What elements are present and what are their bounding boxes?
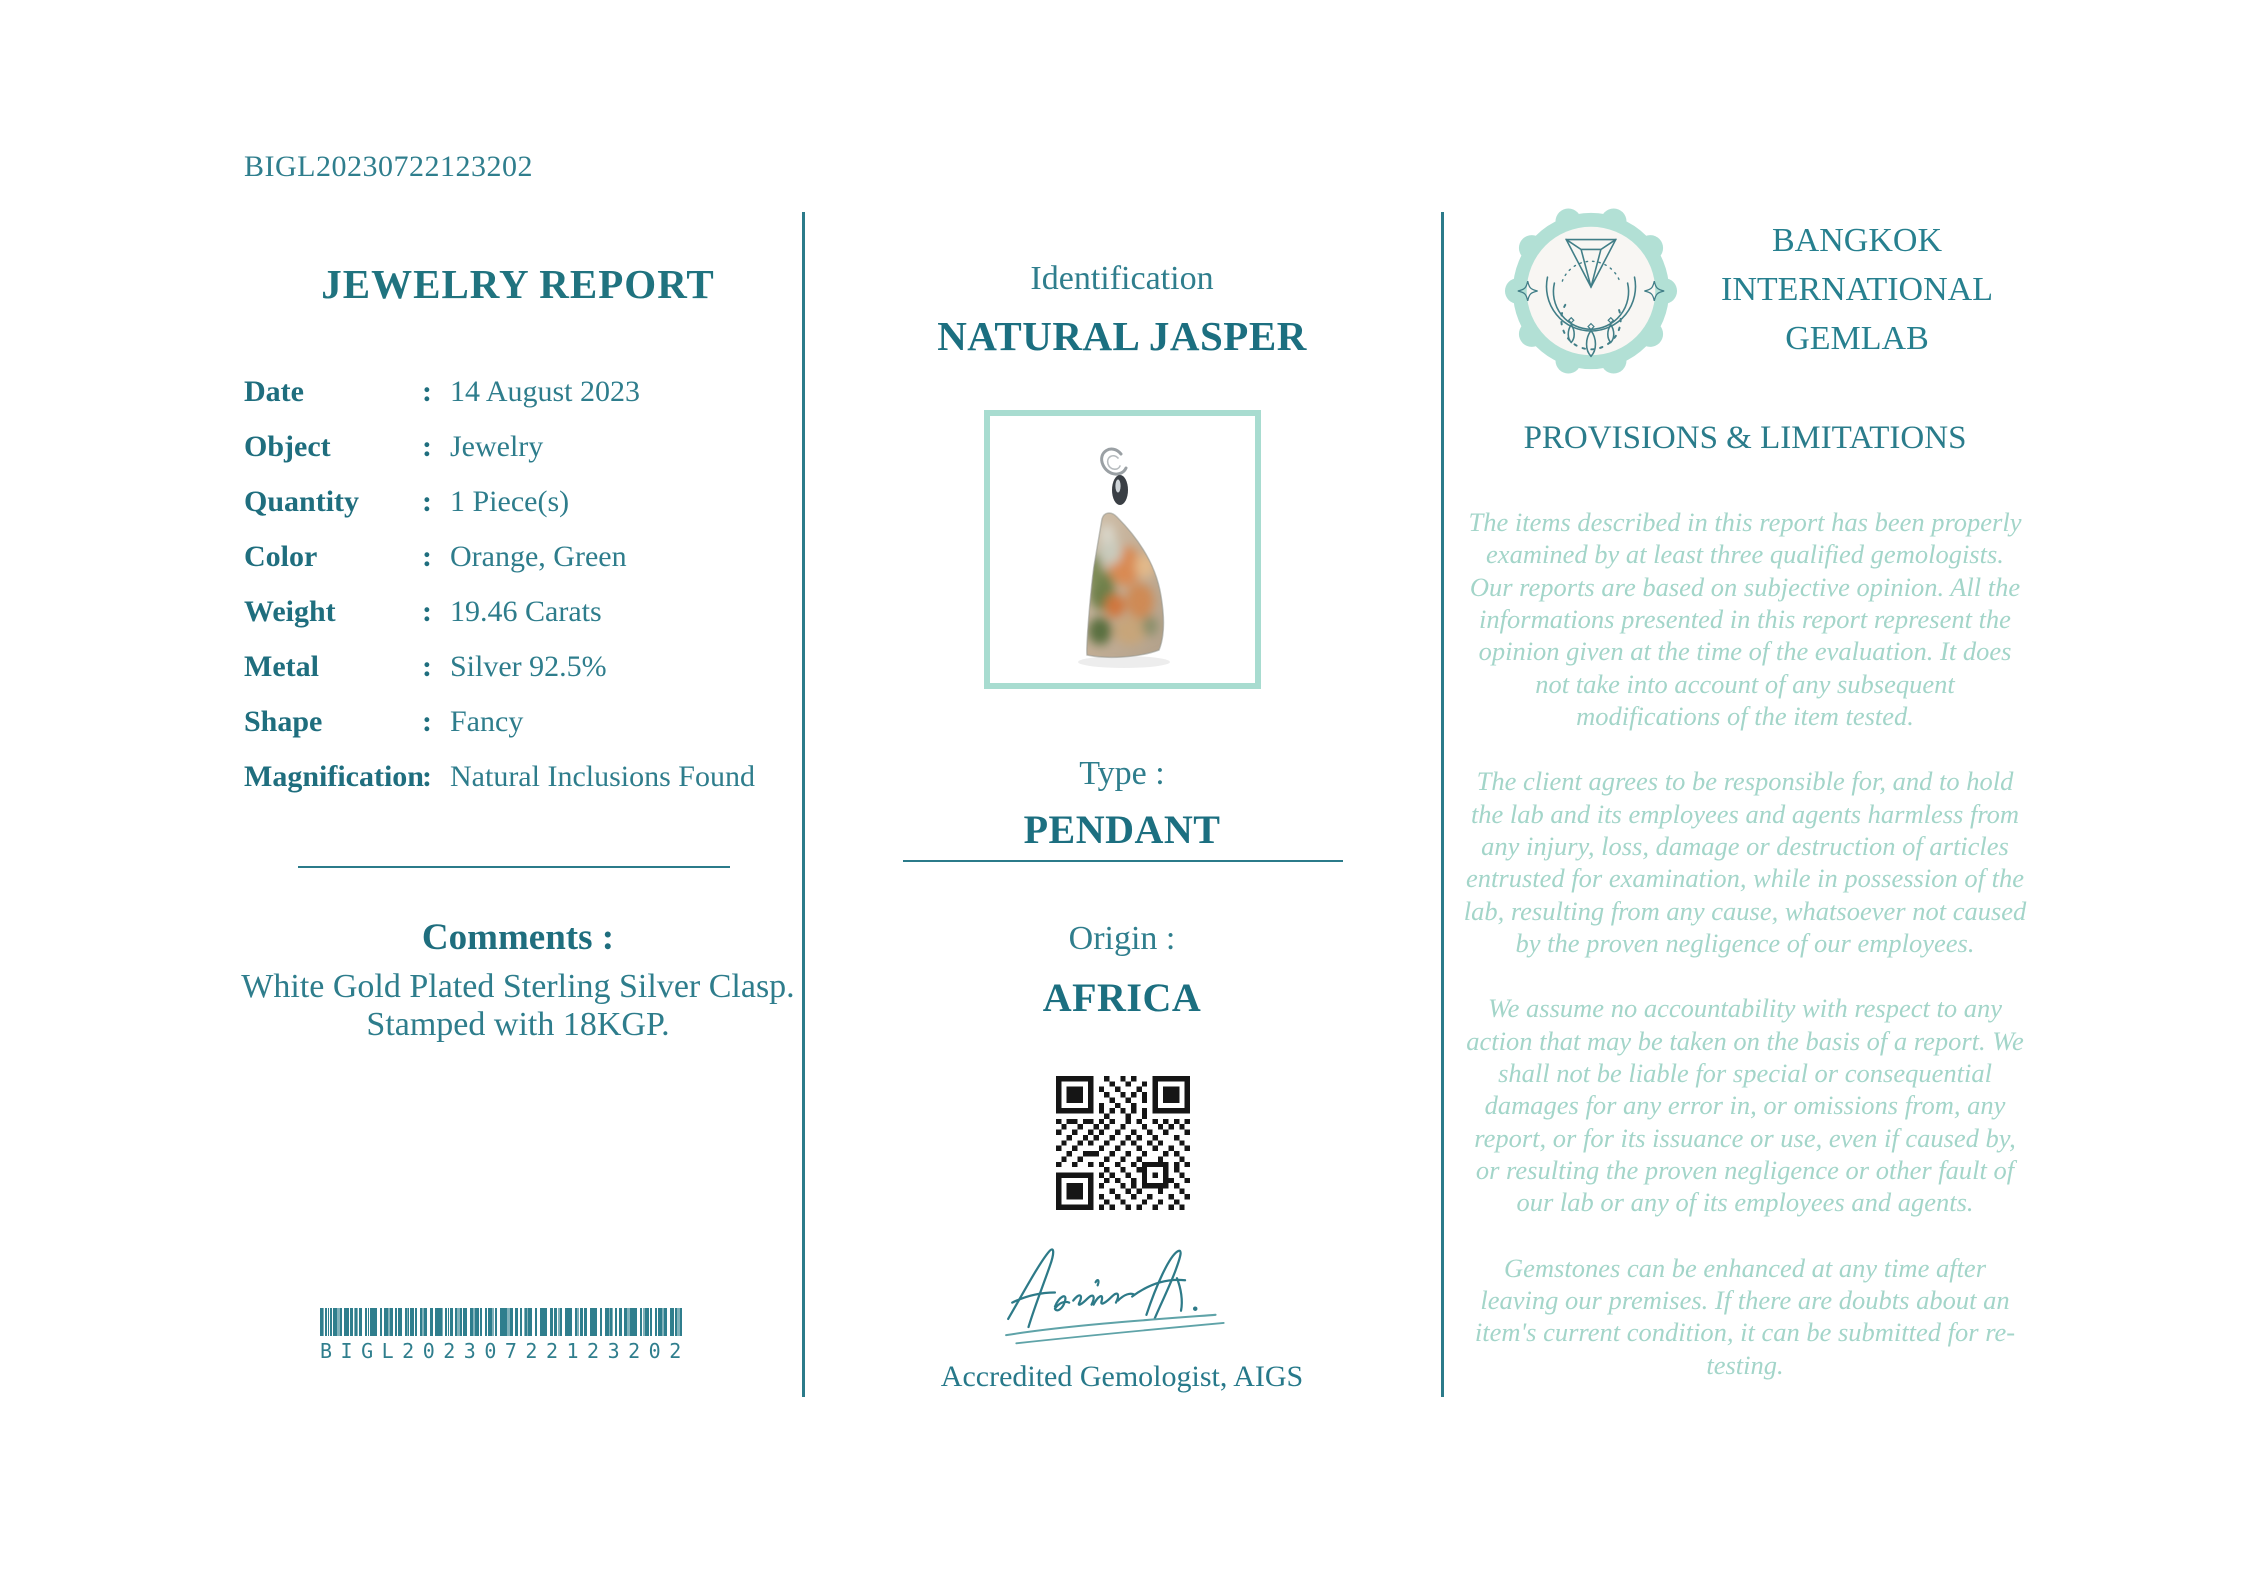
- lab-name-line-1: BANGKOK: [1772, 222, 1942, 259]
- pendant-bail: [1102, 449, 1126, 474]
- field-value: Natural Inclusions Found: [450, 759, 755, 793]
- comments-line-2: Stamped with 18KGP.: [366, 1006, 670, 1044]
- field-colon: :: [422, 374, 432, 408]
- provisions-paragraph-3: We assume no accountability with respect to any action that may be taken on the basis of a report. We shall not be liable for special or consequential damages for any error in, or omissions from, any report, or for its issuance or use, even if caused by, or resulting the proven negligence or other fault of our lab or any of its employees and agents.: [1466, 993, 2024, 1218]
- report-title: JEWELRY REPORT: [321, 261, 715, 307]
- field-label: Object: [244, 429, 331, 463]
- qr-code: [1056, 1075, 1190, 1211]
- field-value: 14 August 2023: [450, 374, 641, 408]
- barcode: [320, 1308, 690, 1363]
- origin-value: AFRICA: [1042, 975, 1202, 1020]
- field-label: Metal: [244, 649, 319, 683]
- field-row-date: [244, 364, 804, 419]
- gemlab-logo: [1502, 202, 1680, 380]
- field-label: Shape: [244, 704, 323, 738]
- origin-label: Origin :: [1068, 920, 1176, 957]
- field-value: Silver 92.5%: [450, 649, 607, 683]
- type-value: PENDANT: [1023, 807, 1221, 852]
- field-value: Jewelry: [450, 429, 544, 463]
- pendant-photo: [990, 416, 1255, 683]
- field-row-metal: [244, 639, 804, 694]
- field-colon: :: [422, 484, 432, 518]
- field-value: Fancy: [450, 704, 524, 738]
- field-colon: :: [422, 539, 432, 573]
- field-label: Quantity: [244, 484, 360, 518]
- pendant-link-highlight: [1115, 480, 1120, 493]
- barcode-bars: [320, 1308, 684, 1336]
- type-label: Type :: [1079, 755, 1165, 792]
- gemologist-title: Accredited Gemologist, AIGS: [940, 1360, 1304, 1393]
- comments-heading: Comments :: [421, 917, 615, 958]
- field-label: Color: [244, 539, 318, 573]
- gemologist-signature: [998, 1240, 1242, 1350]
- comments-line-1: White Gold Plated Sterling Silver Clasp.: [241, 968, 795, 1005]
- comments-divider: [298, 866, 730, 868]
- field-row-quantity: [244, 474, 804, 529]
- type-origin-divider: [903, 860, 1343, 862]
- field-colon: :: [422, 594, 432, 628]
- field-colon: :: [422, 759, 432, 793]
- field-label: Magnification: [244, 759, 424, 793]
- barcode-text: BIGL20230722123202: [320, 1339, 690, 1363]
- field-colon: :: [422, 649, 432, 683]
- column-divider-right: [1441, 212, 1444, 1397]
- pendant-shadow: [1078, 656, 1170, 668]
- comments-text: [230, 968, 806, 1045]
- field-value: Orange, Green: [450, 539, 627, 573]
- field-row-object: [244, 419, 804, 474]
- report-number: BIGL20230722123202: [244, 150, 533, 183]
- provisions-paragraph-4: Gemstones can be enhanced at any time after leaving our premises. If there are doubts about an item's current condition, it can be submitted for re-testing.: [1474, 1252, 2016, 1380]
- provisions-title: PROVISIONS & LIMITATIONS: [1523, 420, 1967, 456]
- provisions-paragraph-1: The items described in this report has been properly examined by at least three qualified gemologists. Our reports are based on subjective opinion. All the informations presented in this report represent the opinion given at the time of the evaluation. It does not take into account of any subsequent modifications of the item tested.: [1468, 507, 2022, 731]
- provisions-paragraphs: [1462, 506, 2028, 1414]
- report-fields-table: [244, 364, 804, 804]
- field-row-magnification: [244, 749, 804, 804]
- identification-label: Identification: [1030, 260, 1214, 297]
- field-row-shape: [244, 694, 804, 749]
- item-photo-frame: [984, 410, 1261, 689]
- provisions-paragraph-2: The client agrees to be responsible for, and to hold the lab and its employees and agents harmless from any injury, loss, damage or destruction of articles entrusted for examination, while in possession of the lab, resulting from any cause, whatsoever not caused by the proven negligence of our employees.: [1463, 766, 2027, 958]
- field-value: 19.46 Carats: [450, 594, 602, 628]
- field-label: Date: [244, 374, 304, 408]
- field-row-weight: [244, 584, 804, 639]
- field-row-color: [244, 529, 804, 584]
- lab-name-line-2: INTERNATIONAL: [1721, 271, 1993, 308]
- identification-value: NATURAL JASPER: [937, 313, 1307, 359]
- pendant-stone: [1086, 513, 1163, 657]
- field-value: 1 Piece(s): [450, 484, 570, 518]
- lab-name-line-3: GEMLAB: [1785, 320, 1929, 357]
- field-colon: :: [422, 704, 432, 738]
- lab-name: [1692, 216, 2022, 363]
- field-colon: :: [422, 429, 432, 463]
- field-label: Weight: [244, 594, 336, 628]
